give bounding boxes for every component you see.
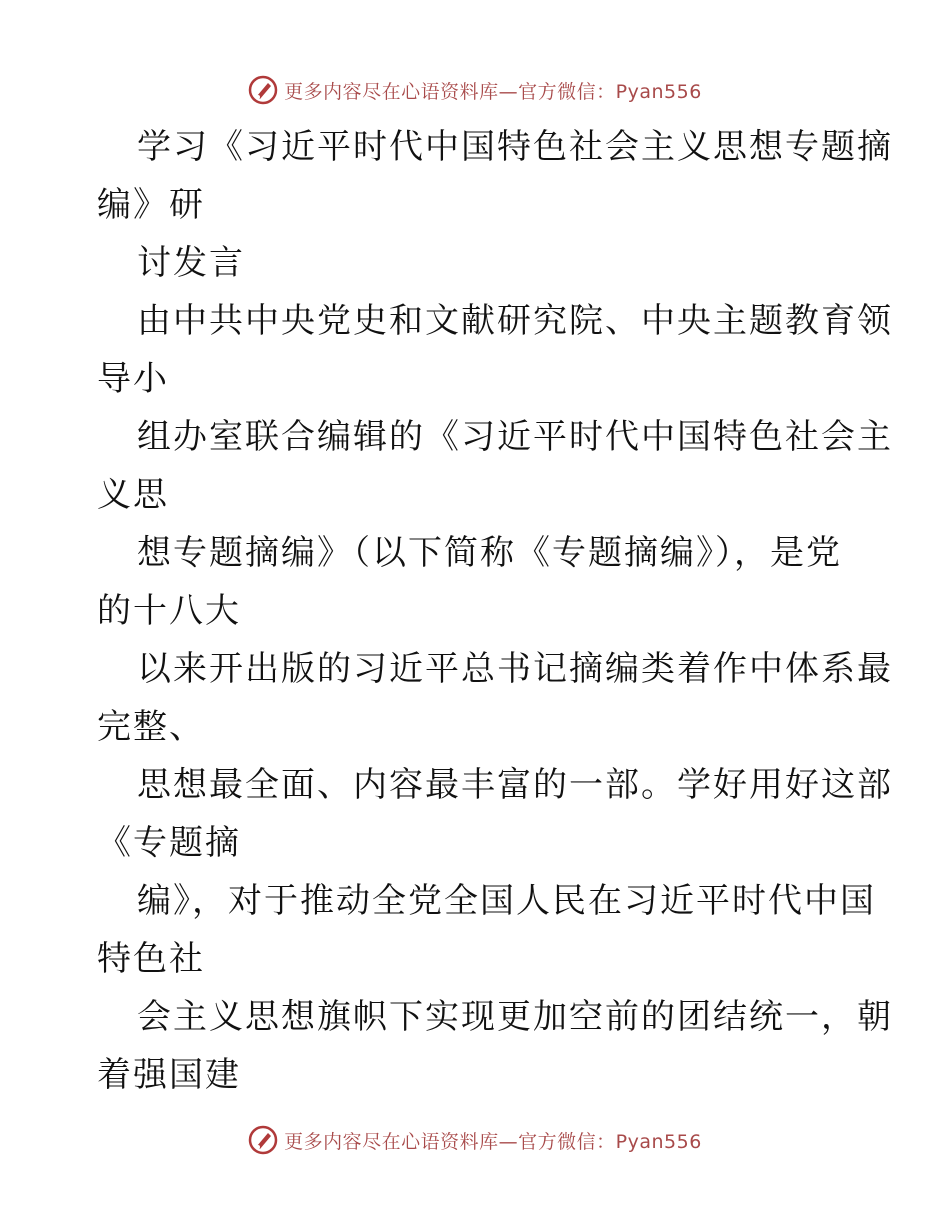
text-line: 由中共中央党史和文献研究院、中央主题教育领	[137, 301, 893, 341]
document-body	[97, 118, 893, 1104]
text-line: 着强国建	[97, 1055, 241, 1095]
footer-banner-text: 更多内容尽在心语资料库—官方微信：Pyan556	[284, 1130, 702, 1153]
text-line: 完整、	[97, 707, 205, 747]
text-line: 想专题摘编》（以下简称《专题摘编》），是党	[137, 533, 842, 573]
text-line: 义思	[97, 475, 169, 515]
text-line: 思想最全面、内容最丰富的一部。学好用好这部	[137, 765, 893, 805]
header-watermark-banner	[0, 72, 950, 108]
text-line: 《专题摘	[97, 823, 241, 863]
pen-logo-icon	[248, 1125, 278, 1155]
text-line: 组办室联合编辑的《习近平时代中国特色社会主	[137, 417, 893, 457]
text-line: 以来开出版的习近平总书记摘编类着作中体系最	[137, 649, 893, 689]
text-line: 学习《习近平时代中国特色社会主义思想专题摘	[137, 127, 893, 167]
footer-watermark-banner	[0, 1122, 950, 1158]
text-line: 讨发言	[137, 243, 245, 283]
text-line: 特色社	[97, 939, 205, 979]
text-line: 编》，对于推动全党全国人民在习近平时代中国	[137, 881, 876, 921]
text-line: 编》研	[97, 185, 205, 225]
text-line: 导小	[97, 359, 169, 399]
header-banner-text: 更多内容尽在心语资料库—官方微信：Pyan556	[284, 80, 702, 103]
text-line: 会主义思想旗帜下实现更加空前的团结统一，朝	[137, 997, 893, 1037]
pen-logo-icon	[248, 75, 278, 105]
text-line: 的十八大	[97, 591, 241, 631]
